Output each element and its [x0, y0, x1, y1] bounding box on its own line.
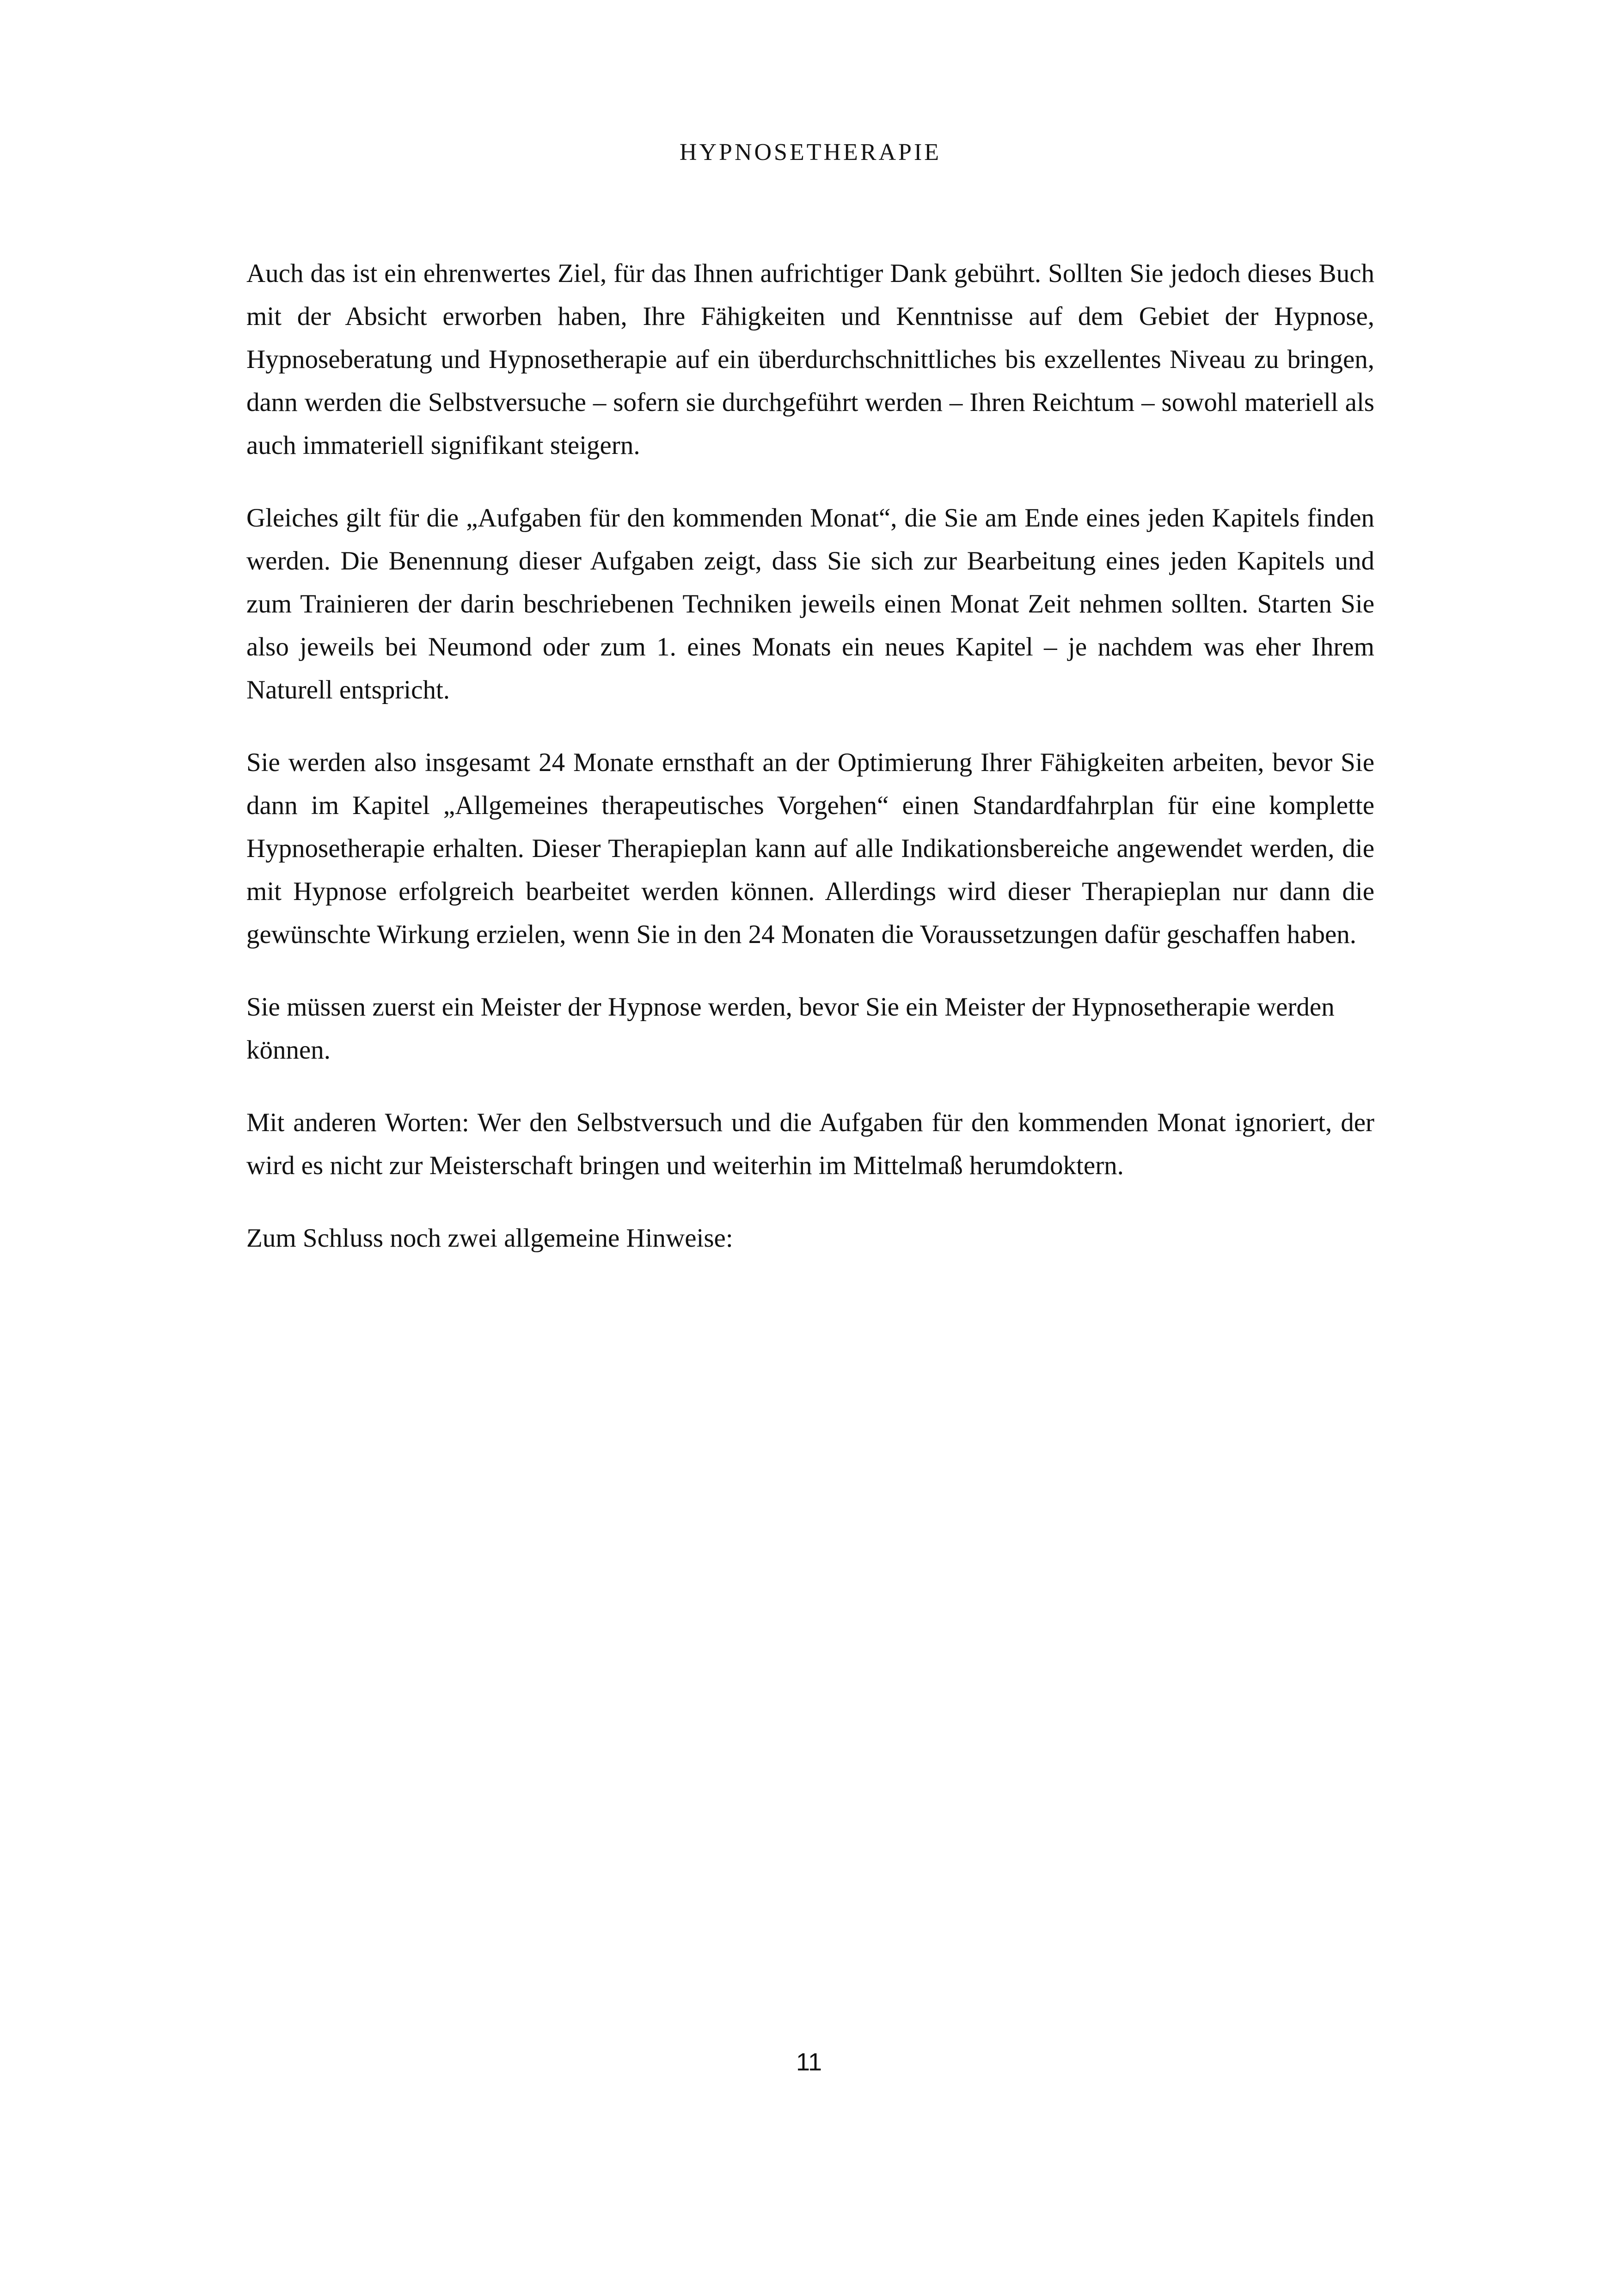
paragraph: Mit anderen Worten: Wer den Selbstversuch und die Aufgaben für den kommenden Monat ignoriert, der wird es nicht zur Meisterschaft bringen und weiterhin im Mittelmaß herumdoktern.	[246, 1108, 1374, 1180]
page-number: 11	[796, 2048, 822, 2076]
running-head: HYPNOSETHERAPIE	[679, 139, 942, 165]
paragraph: Sie werden also insgesamt 24 Monate ernsthaft an der Optimierung Ihrer Fähigkeiten arbeiten, bevor Sie dann im Kapitel „Allgemeines therapeutisches Vorgehen“ einen Standardfahrplan für eine komplette Hypnosetherapie erhalten. Dieser Therapieplan kann auf alle Indikationsbereiche angewendet werden, die mit Hypnose erfolgreich bearbeitet werden können. Allerdings wird dieser Therapieplan nur dann die gewünschte Wirkung erzielen, wenn Sie in den 24 Monaten die Voraussetzungen dafür geschaffen haben.	[246, 748, 1374, 949]
page-content	[246, 0, 1374, 2296]
paragraph: Auch das ist ein ehrenwertes Ziel, für das Ihnen aufrichtiger Dank gebührt. Sollten Sie jedoch dieses Buch mit der Absicht erworben haben, Ihre Fähigkeiten und Kenntnisse auf dem Gebiet der Hypnose, Hypnoseberatung und Hypnosetherapie auf ein überdurchschnittliches bis exzellentes Niveau zu bringen, dann werden die Selbstversuche – sofern sie durchgeführt werden – Ihren Reichtum – sowohl materiell als auch immateriell signifikant steigern.	[246, 259, 1374, 460]
paragraph: Sie müssen zuerst ein Meister der Hypnose werden, bevor Sie ein Meister der Hypnosetherapie werden können.	[246, 992, 1335, 1065]
paragraph: Gleiches gilt für die „Aufgaben für den kommenden Monat“, die Sie am Ende eines jeden Kapitels finden werden. Die Benennung dieser Aufgaben zeigt, dass Sie sich zur Bearbeitung eines jeden Kapitels und zum Trainieren der darin beschriebenen Techniken jeweils einen Monat Zeit nehmen sollten. Starten Sie also jeweils bei Neumond oder zum 1. eines Monats ein neues Kapitel – je nachdem was eher Ihrem Naturell entspricht.	[246, 503, 1374, 704]
body-text	[246, 252, 1374, 1260]
paragraph: Zum Schluss noch zwei allgemeine Hinweise:	[246, 1224, 733, 1253]
